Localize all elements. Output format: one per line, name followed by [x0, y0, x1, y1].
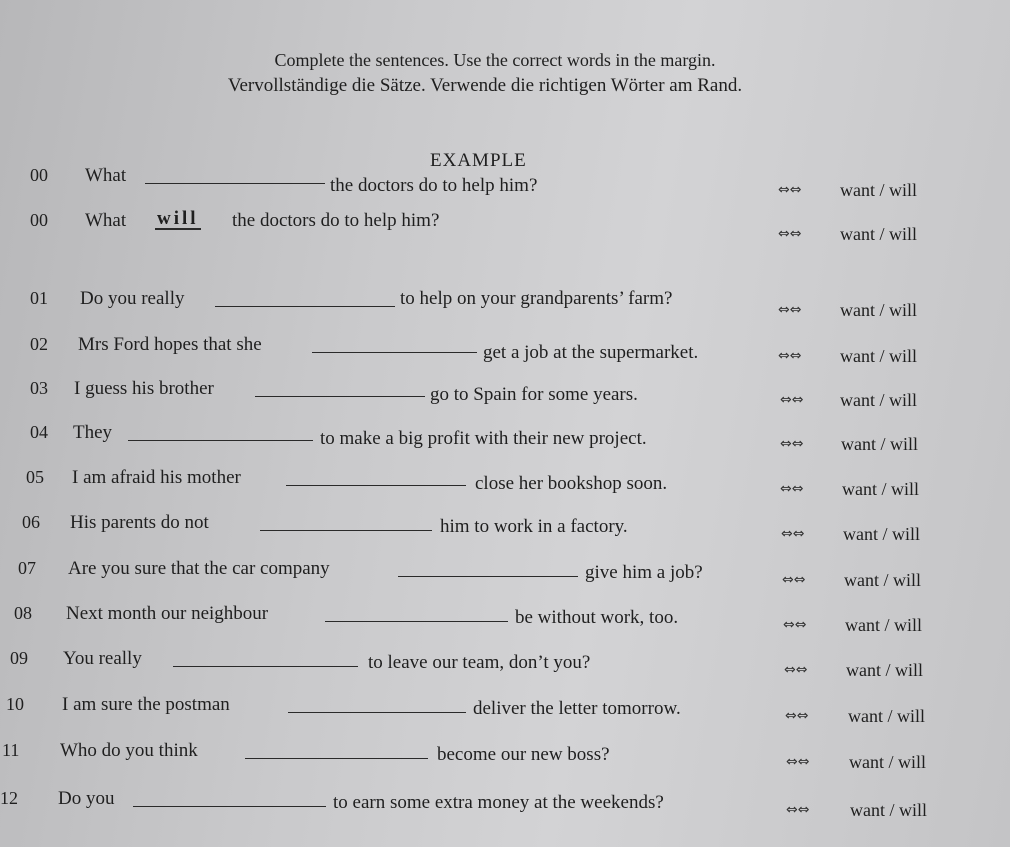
instructions-english: Complete the sentences. Use the correct words in the margin.	[274, 50, 716, 70]
answer-blank[interactable]	[245, 740, 428, 759]
double-arrow-icon: ⇔⇔	[781, 526, 805, 542]
answer-blank[interactable]	[133, 788, 326, 807]
example-number: 00	[30, 165, 48, 185]
instructions-german: Vervollständige die Sätze. Verwende die richtigen Wörter am Rand.	[227, 75, 743, 96]
sentence-end: to leave our team, don’t you?	[368, 652, 591, 673]
exercise-row	[0, 334, 1010, 364]
sentence-start: What	[85, 210, 127, 231]
answer-blank[interactable]	[286, 467, 466, 486]
sentence-start: I am sure the postman	[62, 694, 230, 715]
margin-words: want / will	[840, 390, 917, 410]
answer-blank[interactable]	[255, 378, 425, 397]
double-arrow-icon: ⇔⇔	[778, 182, 802, 198]
exercise-row	[0, 740, 1010, 770]
sentence-start: You really	[63, 648, 142, 669]
sentence-end: close her bookshop soon.	[475, 473, 668, 494]
sentence-end: the doctors do to help him?	[232, 210, 440, 231]
margin-words: want / will	[842, 479, 919, 499]
double-arrow-icon: ⇔⇔	[780, 436, 804, 452]
double-arrow-icon: ⇔⇔	[782, 572, 806, 588]
margin-words: want / will	[840, 346, 917, 366]
exercise-row	[0, 378, 1010, 408]
sentence-end: get a job at the supermarket.	[483, 342, 699, 363]
sentence-start: Do you really	[80, 288, 185, 309]
sentence-start: Mrs Ford hopes that she	[78, 334, 262, 355]
sentence-start: They	[73, 422, 113, 443]
answer-blank[interactable]	[260, 512, 432, 531]
item-number: 04	[30, 422, 48, 442]
sentence-end: to make a big profit with their new project.	[320, 428, 647, 449]
answer-blank[interactable]	[312, 334, 477, 353]
double-arrow-icon: ⇔⇔	[784, 662, 808, 678]
example-row	[0, 165, 1010, 200]
sentence-end: become our new boss?	[437, 744, 610, 765]
exercise-row	[0, 467, 1010, 497]
sentence-end: go to Spain for some years.	[430, 384, 638, 405]
item-number: 09	[10, 648, 28, 668]
answer-blank[interactable]	[325, 603, 508, 622]
sentence-end: deliver the letter tomorrow.	[473, 698, 681, 719]
sentence-end: him to work in a factory.	[440, 516, 628, 537]
double-arrow-icon: ⇔⇔	[778, 302, 802, 318]
sentence-end: to earn some extra money at the weekends?	[333, 792, 664, 813]
answer-blank[interactable]	[288, 694, 466, 713]
exercise-row	[0, 558, 1010, 588]
item-number: 02	[30, 334, 48, 354]
sentence-end: to help on your grandparents’ farm?	[400, 288, 673, 309]
sentence-start: I guess his brother	[74, 378, 214, 399]
double-arrow-icon: ⇔⇔	[780, 392, 804, 408]
item-number: 07	[18, 558, 36, 578]
item-number: 12	[0, 788, 18, 808]
exercise-row	[0, 788, 1010, 818]
double-arrow-icon: ⇔⇔	[778, 348, 802, 364]
answer-blank[interactable]	[145, 165, 325, 184]
exercise-row	[0, 422, 1010, 452]
item-number: 03	[30, 378, 48, 398]
answer-blank[interactable]	[128, 422, 313, 441]
example-row	[0, 208, 1010, 244]
exercise-row	[0, 512, 1010, 542]
item-number: 06	[22, 512, 40, 532]
example-heading: EXAMPLE	[430, 150, 527, 171]
answer-blank[interactable]	[173, 648, 358, 667]
item-number: 01	[30, 288, 48, 308]
sentence-end: give him a job?	[585, 562, 703, 583]
item-number: 10	[6, 694, 24, 714]
item-number: 05	[26, 467, 44, 487]
margin-words: want / will	[850, 800, 927, 820]
answer-blank[interactable]	[215, 288, 395, 307]
double-arrow-icon: ⇔⇔	[786, 802, 810, 818]
margin-words: want / will	[845, 615, 922, 635]
exercise-row	[0, 288, 1010, 318]
sentence-start: Do you	[58, 788, 115, 809]
sentence-start: His parents do not	[70, 512, 209, 533]
margin-words: want / will	[848, 706, 925, 726]
exercise-row	[0, 694, 1010, 724]
margin-words: want / will	[843, 524, 920, 544]
margin-words: want / will	[840, 300, 917, 320]
item-number: 11	[2, 740, 20, 760]
example-number: 00	[30, 210, 48, 230]
example-answer: will	[157, 208, 199, 229]
double-arrow-icon: ⇔⇔	[786, 754, 810, 770]
double-arrow-icon: ⇔⇔	[778, 226, 802, 242]
sentence-end: be without work, too.	[515, 607, 679, 628]
margin-words: want / will	[844, 570, 921, 590]
item-number: 08	[14, 603, 32, 623]
sentence-start: Who do you think	[60, 740, 198, 761]
margin-words: want / will	[840, 180, 917, 200]
double-arrow-icon: ⇔⇔	[783, 617, 807, 633]
double-arrow-icon: ⇔⇔	[785, 708, 809, 724]
sentence-start: I am afraid his mother	[72, 467, 241, 488]
answer-blank[interactable]	[398, 558, 578, 577]
margin-words: want / will	[849, 752, 926, 772]
exercise-row	[0, 603, 1010, 633]
margin-words: want / will	[840, 224, 917, 244]
sentence-start: What	[85, 165, 127, 186]
double-arrow-icon: ⇔⇔	[780, 481, 804, 497]
sentence-start: Are you sure that the car company	[68, 558, 330, 579]
sentence-start: Next month our neighbour	[66, 603, 269, 624]
exercise-row	[0, 648, 1010, 678]
margin-words: want / will	[846, 660, 923, 680]
margin-words: want / will	[841, 434, 918, 454]
sentence-end: the doctors do to help him?	[330, 175, 538, 196]
